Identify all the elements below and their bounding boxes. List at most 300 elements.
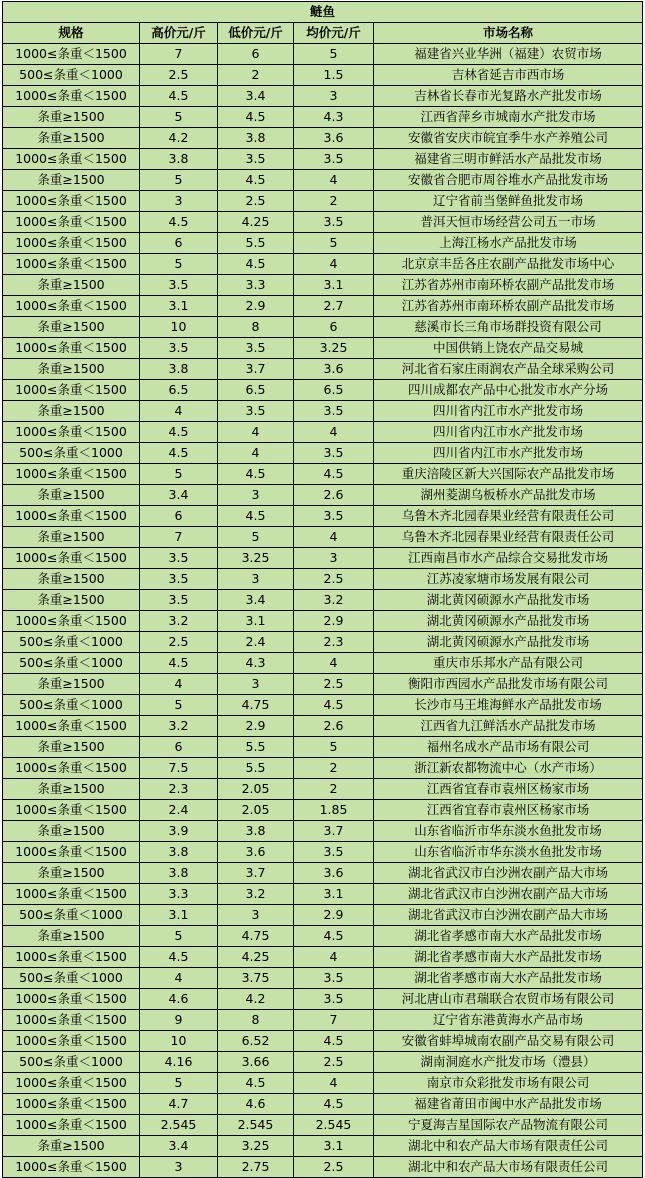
- avg-price-cell[interactable]: 3.5: [294, 842, 374, 863]
- spec-cell[interactable]: 1000≤条重＜1500: [3, 86, 140, 107]
- table-row: [3, 212, 643, 233]
- spec-cell[interactable]: 500≤条重＜1000: [3, 905, 140, 926]
- col-header-spec[interactable]: 规格: [3, 23, 140, 44]
- col-header-avg-price[interactable]: 均价元/斤: [294, 23, 374, 44]
- spec-cell[interactable]: 1000≤条重＜1500: [3, 1094, 140, 1115]
- avg-price-cell[interactable]: 2.5: [294, 1157, 374, 1178]
- high-price-cell[interactable]: 3.5: [140, 590, 218, 611]
- low-price-cell[interactable]: 4.5: [218, 506, 294, 527]
- market-cell[interactable]: 福建省三明市鲜活水产品批发市场: [374, 149, 643, 170]
- avg-price-cell[interactable]: 4: [294, 1073, 374, 1094]
- low-price-cell[interactable]: 3.4: [218, 86, 294, 107]
- high-price-cell[interactable]: 4.5: [140, 947, 218, 968]
- market-cell[interactable]: 辽宁省前当堡鲜鱼批发市场: [374, 191, 643, 212]
- avg-price-cell[interactable]: 4.5: [294, 926, 374, 947]
- table-row: [3, 989, 643, 1010]
- high-price-cell[interactable]: 10: [140, 1031, 218, 1052]
- high-price-cell[interactable]: 3.4: [140, 485, 218, 506]
- high-price-cell[interactable]: 4.5: [140, 422, 218, 443]
- spec-cell[interactable]: 1000≤条重＜1500: [3, 548, 140, 569]
- low-price-cell[interactable]: 4.75: [218, 926, 294, 947]
- table-row: [3, 1010, 643, 1031]
- low-price-cell[interactable]: 8: [218, 1010, 294, 1031]
- market-cell[interactable]: 湖南洞庭水产批发市场（澧县）: [374, 1052, 643, 1073]
- low-price-cell[interactable]: 4.3: [218, 653, 294, 674]
- high-price-cell[interactable]: 3.3: [140, 884, 218, 905]
- low-price-cell[interactable]: 4: [218, 422, 294, 443]
- high-price-cell[interactable]: 2.4: [140, 800, 218, 821]
- avg-price-cell[interactable]: 4: [294, 527, 374, 548]
- high-price-cell[interactable]: 3.8: [140, 842, 218, 863]
- low-price-cell[interactable]: 3.25: [218, 1136, 294, 1157]
- high-price-cell[interactable]: 7.5: [140, 758, 218, 779]
- low-price-cell[interactable]: 3: [218, 569, 294, 590]
- market-cell[interactable]: 浙江新农都物流中心（水产市场）: [374, 758, 643, 779]
- market-cell[interactable]: 重庆涪陵区新大兴国际农产品批发市场: [374, 464, 643, 485]
- high-price-cell[interactable]: 4: [140, 401, 218, 422]
- table-row: [3, 401, 643, 422]
- spec-cell[interactable]: 500≤条重＜1000: [3, 443, 140, 464]
- spec-cell[interactable]: 条重≥1500: [3, 401, 140, 422]
- low-price-cell[interactable]: 4.5: [218, 464, 294, 485]
- table-row: [3, 485, 643, 506]
- low-price-cell[interactable]: 3.5: [218, 401, 294, 422]
- low-price-cell[interactable]: 3: [218, 905, 294, 926]
- table-row: [3, 317, 643, 338]
- avg-price-cell[interactable]: 4: [294, 254, 374, 275]
- avg-price-cell[interactable]: 3.1: [294, 275, 374, 296]
- spec-cell[interactable]: 1000≤条重＜1500: [3, 506, 140, 527]
- spec-cell[interactable]: 1000≤条重＜1500: [3, 422, 140, 443]
- market-cell[interactable]: 吉林省延吉市西市场: [374, 65, 643, 86]
- spec-cell[interactable]: 1000≤条重＜1500: [3, 758, 140, 779]
- high-price-cell[interactable]: 2.545: [140, 1115, 218, 1136]
- low-price-cell[interactable]: 3: [218, 485, 294, 506]
- avg-price-cell[interactable]: 2: [294, 758, 374, 779]
- col-header-high-price[interactable]: 高价元/斤: [140, 23, 218, 44]
- spec-cell[interactable]: 500≤条重＜1000: [3, 65, 140, 86]
- market-cell[interactable]: 安徽省安庆市皖宜季牛水产养殖公司: [374, 128, 643, 149]
- avg-price-cell[interactable]: 3.5: [294, 989, 374, 1010]
- market-cell[interactable]: 湖北黄冈硕源水产品批发市场: [374, 611, 643, 632]
- high-price-cell[interactable]: 5: [140, 695, 218, 716]
- market-cell[interactable]: 湖北黄冈硕源水产品批发市场: [374, 590, 643, 611]
- high-price-cell[interactable]: 3.1: [140, 905, 218, 926]
- high-price-cell[interactable]: 4: [140, 674, 218, 695]
- high-price-cell[interactable]: 6: [140, 506, 218, 527]
- avg-price-cell[interactable]: 4.3: [294, 107, 374, 128]
- low-price-cell[interactable]: 4.5: [218, 107, 294, 128]
- spec-cell[interactable]: 500≤条重＜1000: [3, 1052, 140, 1073]
- low-price-cell[interactable]: 3.25: [218, 548, 294, 569]
- spec-cell[interactable]: 条重≥1500: [3, 779, 140, 800]
- spec-cell[interactable]: 条重≥1500: [3, 863, 140, 884]
- table-row: [3, 863, 643, 884]
- spec-cell[interactable]: 1000≤条重＜1500: [3, 254, 140, 275]
- avg-price-cell[interactable]: 5: [294, 737, 374, 758]
- spec-cell[interactable]: 1000≤条重＜1500: [3, 611, 140, 632]
- avg-price-cell[interactable]: 4.5: [294, 695, 374, 716]
- table-row: [3, 1073, 643, 1094]
- avg-price-cell[interactable]: 2.5: [294, 674, 374, 695]
- high-price-cell[interactable]: 5: [140, 170, 218, 191]
- spec-cell[interactable]: 1000≤条重＜1500: [3, 1010, 140, 1031]
- market-cell[interactable]: 四川省内江市水产批发市场: [374, 443, 643, 464]
- spec-cell[interactable]: 条重≥1500: [3, 275, 140, 296]
- low-price-cell[interactable]: 4.5: [218, 1073, 294, 1094]
- high-price-cell[interactable]: 3.5: [140, 548, 218, 569]
- market-cell[interactable]: 湖北省武汉市白沙洲农副产品大市场: [374, 884, 643, 905]
- spec-cell[interactable]: 1000≤条重＜1500: [3, 884, 140, 905]
- low-price-cell[interactable]: 3.66: [218, 1052, 294, 1073]
- market-cell[interactable]: 山东省临沂市华东淡水鱼批发市场: [374, 821, 643, 842]
- low-price-cell[interactable]: 3.6: [218, 842, 294, 863]
- high-price-cell[interactable]: 6: [140, 737, 218, 758]
- avg-price-cell[interactable]: 3.5: [294, 968, 374, 989]
- table-row: [3, 527, 643, 548]
- market-cell[interactable]: 湖北中和农产品大市场有限责任公司: [374, 1157, 643, 1178]
- table-row: [3, 737, 643, 758]
- spec-cell[interactable]: 1000≤条重＜1500: [3, 464, 140, 485]
- market-cell[interactable]: 山东省临沂市华东淡水鱼批发市场: [374, 842, 643, 863]
- market-cell[interactable]: 安徽省蚌埠城南农副产品交易有限公司: [374, 1031, 643, 1052]
- high-price-cell[interactable]: 3.8: [140, 359, 218, 380]
- avg-price-cell[interactable]: 4.5: [294, 464, 374, 485]
- high-price-cell[interactable]: 3.8: [140, 863, 218, 884]
- high-price-cell[interactable]: 4: [140, 968, 218, 989]
- spec-cell[interactable]: 1000≤条重＜1500: [3, 44, 140, 65]
- avg-price-cell[interactable]: 2.545: [294, 1115, 374, 1136]
- spec-cell[interactable]: 条重≥1500: [3, 359, 140, 380]
- avg-price-cell[interactable]: 2.6: [294, 485, 374, 506]
- avg-price-cell[interactable]: 2.9: [294, 905, 374, 926]
- spec-cell[interactable]: 条重≥1500: [3, 527, 140, 548]
- avg-price-cell[interactable]: 2.3: [294, 632, 374, 653]
- spec-cell[interactable]: 1000≤条重＜1500: [3, 338, 140, 359]
- low-price-cell[interactable]: 6.5: [218, 380, 294, 401]
- avg-price-cell[interactable]: 3: [294, 548, 374, 569]
- low-price-cell[interactable]: 2.4: [218, 632, 294, 653]
- high-price-cell[interactable]: 4.7: [140, 1094, 218, 1115]
- spec-cell[interactable]: 1000≤条重＜1500: [3, 149, 140, 170]
- market-cell[interactable]: 河北唐山市君瑞联合农贸市场有限公司: [374, 989, 643, 1010]
- spec-cell[interactable]: 条重≥1500: [3, 170, 140, 191]
- spec-cell[interactable]: 条重≥1500: [3, 107, 140, 128]
- avg-price-cell[interactable]: 6.5: [294, 380, 374, 401]
- market-cell[interactable]: 湖北省孝感市南大水产品批发市场: [374, 947, 643, 968]
- market-cell[interactable]: 江苏省苏州市南环桥农副产品批发市场: [374, 275, 643, 296]
- avg-price-cell[interactable]: 3.1: [294, 1136, 374, 1157]
- high-price-cell[interactable]: 3.5: [140, 338, 218, 359]
- market-cell[interactable]: 湖北省孝感市南大水产品批发市场: [374, 926, 643, 947]
- market-cell[interactable]: 湖北中和农产品大市场有限责任公司: [374, 1136, 643, 1157]
- low-price-cell[interactable]: 4: [218, 443, 294, 464]
- avg-price-cell[interactable]: 4: [294, 422, 374, 443]
- high-price-cell[interactable]: 4.5: [140, 653, 218, 674]
- spec-cell[interactable]: 500≤条重＜1000: [3, 695, 140, 716]
- avg-price-cell[interactable]: 6: [294, 317, 374, 338]
- market-cell[interactable]: 四川省内江市水产批发市场: [374, 401, 643, 422]
- avg-price-cell[interactable]: 3.25: [294, 338, 374, 359]
- low-price-cell[interactable]: 4.6: [218, 1094, 294, 1115]
- high-price-cell[interactable]: 4.2: [140, 128, 218, 149]
- low-price-cell[interactable]: 2.545: [218, 1115, 294, 1136]
- market-cell[interactable]: 辽宁省东港黄海水产品市场: [374, 1010, 643, 1031]
- avg-price-cell[interactable]: 2.9: [294, 611, 374, 632]
- market-cell[interactable]: 上海江杨水产品批发市场: [374, 233, 643, 254]
- market-cell[interactable]: 湖北省武汉市白沙洲农副产品大市场: [374, 905, 643, 926]
- low-price-cell[interactable]: 3.7: [218, 359, 294, 380]
- low-price-cell[interactable]: 2.9: [218, 716, 294, 737]
- low-price-cell[interactable]: 5.5: [218, 737, 294, 758]
- spec-cell[interactable]: 条重≥1500: [3, 1136, 140, 1157]
- high-price-cell[interactable]: 4.5: [140, 443, 218, 464]
- spec-cell[interactable]: 1000≤条重＜1500: [3, 716, 140, 737]
- low-price-cell[interactable]: 8: [218, 317, 294, 338]
- high-price-cell[interactable]: 3.5: [140, 569, 218, 590]
- low-price-cell[interactable]: 3.8: [218, 821, 294, 842]
- avg-price-cell[interactable]: 4: [294, 947, 374, 968]
- spec-cell[interactable]: 1000≤条重＜1500: [3, 233, 140, 254]
- high-price-cell[interactable]: 4.5: [140, 86, 218, 107]
- market-cell[interactable]: 湖北省武汉市白沙洲农副产品大市场: [374, 863, 643, 884]
- avg-price-cell[interactable]: 3.5: [294, 506, 374, 527]
- col-header-market[interactable]: 市场名称: [374, 23, 643, 44]
- low-price-cell[interactable]: 6.52: [218, 1031, 294, 1052]
- table-row: [3, 758, 643, 779]
- spec-cell[interactable]: 条重≥1500: [3, 821, 140, 842]
- table-row: [3, 506, 643, 527]
- spec-cell[interactable]: 1000≤条重＜1500: [3, 1157, 140, 1178]
- avg-price-cell[interactable]: 3: [294, 86, 374, 107]
- spec-cell[interactable]: 条重≥1500: [3, 317, 140, 338]
- spec-cell[interactable]: 1000≤条重＜1500: [3, 380, 140, 401]
- market-cell[interactable]: 吉林省长春市光复路水产批发市场: [374, 86, 643, 107]
- spec-cell[interactable]: 1000≤条重＜1500: [3, 296, 140, 317]
- table-row: [3, 695, 643, 716]
- high-price-cell[interactable]: 5: [140, 107, 218, 128]
- spec-cell[interactable]: 条重≥1500: [3, 569, 140, 590]
- avg-price-cell[interactable]: 2.7: [294, 296, 374, 317]
- low-price-cell[interactable]: 5.5: [218, 758, 294, 779]
- spec-cell[interactable]: 条重≥1500: [3, 128, 140, 149]
- avg-price-cell[interactable]: 7: [294, 1010, 374, 1031]
- low-price-cell[interactable]: 3.75: [218, 968, 294, 989]
- high-price-cell[interactable]: 3.2: [140, 611, 218, 632]
- low-price-cell[interactable]: 3.5: [218, 149, 294, 170]
- low-price-cell[interactable]: 2.05: [218, 800, 294, 821]
- avg-price-cell[interactable]: 2.6: [294, 716, 374, 737]
- avg-price-cell[interactable]: 4: [294, 170, 374, 191]
- market-cell[interactable]: 普洱天恒市场经营公司五一市场: [374, 212, 643, 233]
- avg-price-cell[interactable]: 3.6: [294, 128, 374, 149]
- spec-cell[interactable]: 1000≤条重＜1500: [3, 842, 140, 863]
- high-price-cell[interactable]: 2.3: [140, 779, 218, 800]
- spec-cell[interactable]: 1000≤条重＜1500: [3, 191, 140, 212]
- table-row: [3, 275, 643, 296]
- spec-cell[interactable]: 1000≤条重＜1500: [3, 212, 140, 233]
- table-row: [3, 149, 643, 170]
- high-price-cell[interactable]: 5: [140, 464, 218, 485]
- avg-price-cell[interactable]: 4.5: [294, 1031, 374, 1052]
- high-price-cell[interactable]: 3: [140, 191, 218, 212]
- market-cell[interactable]: 湖北省孝感市南大水产品批发市场: [374, 968, 643, 989]
- avg-price-cell[interactable]: 2.5: [294, 569, 374, 590]
- table-body: [3, 44, 643, 1178]
- high-price-cell[interactable]: 3.2: [140, 716, 218, 737]
- high-price-cell[interactable]: 4.5: [140, 212, 218, 233]
- high-price-cell[interactable]: 7: [140, 527, 218, 548]
- spec-cell[interactable]: 条重≥1500: [3, 926, 140, 947]
- high-price-cell[interactable]: 6.5: [140, 380, 218, 401]
- high-price-cell[interactable]: 2.5: [140, 632, 218, 653]
- low-price-cell[interactable]: 4.25: [218, 212, 294, 233]
- spec-cell[interactable]: 500≤条重＜1000: [3, 653, 140, 674]
- table-row: [3, 1136, 643, 1157]
- spec-cell[interactable]: 条重≥1500: [3, 485, 140, 506]
- high-price-cell[interactable]: 3.4: [140, 1136, 218, 1157]
- avg-price-cell[interactable]: 5: [294, 233, 374, 254]
- low-price-cell[interactable]: 3: [218, 674, 294, 695]
- low-price-cell[interactable]: 4.5: [218, 254, 294, 275]
- avg-price-cell[interactable]: 3.7: [294, 821, 374, 842]
- avg-price-cell[interactable]: 3.5: [294, 212, 374, 233]
- market-cell[interactable]: 湖北黄冈硕源水产品批发市场: [374, 632, 643, 653]
- spec-cell[interactable]: 条重≥1500: [3, 590, 140, 611]
- low-price-cell[interactable]: 3.2: [218, 884, 294, 905]
- low-price-cell[interactable]: 4.2: [218, 989, 294, 1010]
- spec-cell[interactable]: 500≤条重＜1000: [3, 632, 140, 653]
- low-price-cell[interactable]: 3.7: [218, 863, 294, 884]
- market-cell[interactable]: 福州名成水产品市场有限公司: [374, 737, 643, 758]
- table-row: [3, 926, 643, 947]
- low-price-cell[interactable]: 3.5: [218, 338, 294, 359]
- market-cell[interactable]: 江西省九江鲜活水产品批发市场: [374, 716, 643, 737]
- high-price-cell[interactable]: 4.16: [140, 1052, 218, 1073]
- avg-price-cell[interactable]: 3.5: [294, 149, 374, 170]
- avg-price-cell[interactable]: 3.6: [294, 863, 374, 884]
- low-price-cell[interactable]: 3.4: [218, 590, 294, 611]
- high-price-cell[interactable]: 2.5: [140, 65, 218, 86]
- avg-price-cell[interactable]: 3.6: [294, 359, 374, 380]
- avg-price-cell[interactable]: 3.5: [294, 443, 374, 464]
- low-price-cell[interactable]: 2: [218, 65, 294, 86]
- market-cell[interactable]: 河北省石家庄雨润农产品全球采购公司: [374, 359, 643, 380]
- spec-cell[interactable]: 条重≥1500: [3, 737, 140, 758]
- low-price-cell[interactable]: 4.25: [218, 947, 294, 968]
- market-cell[interactable]: 乌鲁木齐北园春果业经营有限责任公司: [374, 527, 643, 548]
- high-price-cell[interactable]: 4.6: [140, 989, 218, 1010]
- low-price-cell[interactable]: 4.5: [218, 170, 294, 191]
- spec-cell[interactable]: 500≤条重＜1000: [3, 968, 140, 989]
- spec-cell[interactable]: 条重≥1500: [3, 674, 140, 695]
- spec-cell[interactable]: 1000≤条重＜1500: [3, 989, 140, 1010]
- spec-cell[interactable]: 1000≤条重＜1500: [3, 800, 140, 821]
- low-price-cell[interactable]: 3.3: [218, 275, 294, 296]
- market-cell[interactable]: 重庆市乐邦水产品有限公司: [374, 653, 643, 674]
- avg-price-cell[interactable]: 2: [294, 191, 374, 212]
- market-cell[interactable]: 北京京丰岳各庄农副产品批发市场中心: [374, 254, 643, 275]
- market-cell[interactable]: 中国供销上饶农产品交易城: [374, 338, 643, 359]
- high-price-cell[interactable]: 3.5: [140, 275, 218, 296]
- market-cell[interactable]: 江西南昌市水产品综合交易批发市场: [374, 548, 643, 569]
- market-cell[interactable]: 江西省宜春市袁州区杨家市场: [374, 800, 643, 821]
- market-cell[interactable]: 四川省内江市水产批发市场: [374, 422, 643, 443]
- avg-price-cell[interactable]: 3.1: [294, 884, 374, 905]
- col-header-low-price[interactable]: 低价元/斤: [218, 23, 294, 44]
- low-price-cell[interactable]: 5.5: [218, 233, 294, 254]
- market-cell[interactable]: 福建省兴业华洲（福建）农贸市场: [374, 44, 643, 65]
- avg-price-cell[interactable]: 1.85: [294, 800, 374, 821]
- low-price-cell[interactable]: 2.9: [218, 296, 294, 317]
- spec-cell[interactable]: 1000≤条重＜1500: [3, 1073, 140, 1094]
- avg-price-cell[interactable]: 4.5: [294, 1094, 374, 1115]
- high-price-cell[interactable]: 3.1: [140, 296, 218, 317]
- high-price-cell[interactable]: 5: [140, 1073, 218, 1094]
- market-cell[interactable]: 江苏凌家塘市场发展有限公司: [374, 569, 643, 590]
- high-price-cell[interactable]: 6: [140, 233, 218, 254]
- table-row: [3, 296, 643, 317]
- market-cell[interactable]: 安徽省合肥市周谷堆水产品批发市场: [374, 170, 643, 191]
- avg-price-cell[interactable]: 2.5: [294, 1052, 374, 1073]
- market-cell[interactable]: 福建省莆田市闽中水产品批发市场: [374, 1094, 643, 1115]
- avg-price-cell[interactable]: 2: [294, 779, 374, 800]
- spec-cell[interactable]: 1000≤条重＜1500: [3, 947, 140, 968]
- low-price-cell[interactable]: 5: [218, 527, 294, 548]
- price-table: [2, 1, 643, 1178]
- header-row: [3, 23, 643, 44]
- low-price-cell[interactable]: 2.5: [218, 191, 294, 212]
- table-row: [3, 338, 643, 359]
- market-cell[interactable]: 慈溪市长三角市场群投资有限公司: [374, 317, 643, 338]
- market-cell[interactable]: 乌鲁木齐北园春果业经营有限责任公司: [374, 506, 643, 527]
- market-cell[interactable]: 江西省宜春市袁州区杨家市场: [374, 779, 643, 800]
- low-price-cell[interactable]: 2.05: [218, 779, 294, 800]
- spec-cell[interactable]: 1000≤条重＜1500: [3, 1031, 140, 1052]
- avg-price-cell[interactable]: 5: [294, 44, 374, 65]
- avg-price-cell[interactable]: 4: [294, 653, 374, 674]
- avg-price-cell[interactable]: 1.5: [294, 65, 374, 86]
- market-cell[interactable]: 四川成都农产品中心批发市水产分场: [374, 380, 643, 401]
- market-cell[interactable]: 长沙市马王堆海鲜水产品批发市场: [374, 695, 643, 716]
- table-row: [3, 800, 643, 821]
- high-price-cell[interactable]: 9: [140, 1010, 218, 1031]
- avg-price-cell[interactable]: 3.5: [294, 401, 374, 422]
- market-cell[interactable]: 南京市众彩批发市场有限公司: [374, 1073, 643, 1094]
- high-price-cell[interactable]: 5: [140, 254, 218, 275]
- high-price-cell[interactable]: 5: [140, 926, 218, 947]
- avg-price-cell[interactable]: 3.2: [294, 590, 374, 611]
- high-price-cell[interactable]: 3: [140, 1157, 218, 1178]
- low-price-cell[interactable]: 6: [218, 44, 294, 65]
- market-cell[interactable]: 江西省萍乡市城南水产批发市场: [374, 107, 643, 128]
- high-price-cell[interactable]: 10: [140, 317, 218, 338]
- market-cell[interactable]: 宁夏海吉星国际农产品物流有限公司: [374, 1115, 643, 1136]
- high-price-cell[interactable]: 7: [140, 44, 218, 65]
- market-cell[interactable]: 衡阳市西园水产品批发市场有限公司: [374, 674, 643, 695]
- market-cell[interactable]: 湖州菱湖乌板桥水产品批发市场: [374, 485, 643, 506]
- table-row: [3, 233, 643, 254]
- high-price-cell[interactable]: 3.9: [140, 821, 218, 842]
- table-row: [3, 947, 643, 968]
- low-price-cell[interactable]: 3.8: [218, 128, 294, 149]
- market-cell[interactable]: 江苏省苏州市南环桥农副产品批发市场: [374, 296, 643, 317]
- low-price-cell[interactable]: 2.75: [218, 1157, 294, 1178]
- low-price-cell[interactable]: 3.1: [218, 611, 294, 632]
- high-price-cell[interactable]: 3.8: [140, 149, 218, 170]
- spec-cell[interactable]: 1000≤条重＜1500: [3, 1115, 140, 1136]
- low-price-cell[interactable]: 4.75: [218, 695, 294, 716]
